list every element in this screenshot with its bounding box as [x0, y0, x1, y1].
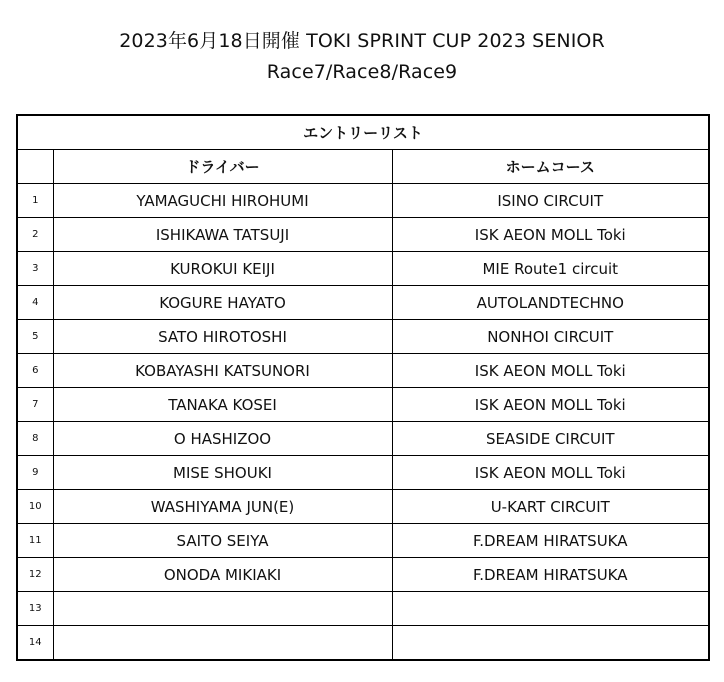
driver-name: O HASHIZOO	[53, 422, 392, 456]
home-course: F.DREAM HIRATSUKA	[392, 558, 709, 592]
driver-name: SATO HIROTOSHI	[53, 320, 392, 354]
table-caption-row	[17, 115, 709, 150]
home-course: SEASIDE CIRCUIT	[392, 422, 709, 456]
home-course: ISINO CIRCUIT	[392, 184, 709, 218]
row-number: 5	[17, 320, 53, 354]
row-number: 10	[17, 490, 53, 524]
home-course: ISK AEON MOLL Toki	[392, 354, 709, 388]
table-row	[17, 490, 709, 524]
driver-name: YAMAGUCHI HIROHUMI	[53, 184, 392, 218]
home-course: ISK AEON MOLL Toki	[392, 218, 709, 252]
table-row	[17, 252, 709, 286]
driver-name: MISE SHOUKI	[53, 456, 392, 490]
table-caption: エントリーリスト	[17, 115, 709, 150]
home-course	[392, 592, 709, 626]
home-course: AUTOLANDTECHNO	[392, 286, 709, 320]
home-course: ISK AEON MOLL Toki	[392, 456, 709, 490]
row-number: 2	[17, 218, 53, 252]
page-subtitle: Race7/Race8/Race9	[266, 61, 458, 83]
row-number: 1	[17, 184, 53, 218]
table-row	[17, 592, 709, 626]
driver-name: ISHIKAWA TATSUJI	[53, 218, 392, 252]
row-number: 12	[17, 558, 53, 592]
home-course: MIE Route1 circuit	[392, 252, 709, 286]
table-row	[17, 422, 709, 456]
driver-name: WASHIYAMA JUN(E)	[53, 490, 392, 524]
home-course: ISK AEON MOLL Toki	[392, 388, 709, 422]
home-course: U-KART CIRCUIT	[392, 490, 709, 524]
home-course: NONHOI CIRCUIT	[392, 320, 709, 354]
table-row	[17, 354, 709, 388]
page-title: 2023年6月18日開催 TOKI SPRINT CUP 2023 SENIOR	[119, 30, 605, 52]
row-number: 3	[17, 252, 53, 286]
driver-name	[53, 592, 392, 626]
home-course	[392, 626, 709, 661]
column-header-number	[17, 150, 53, 184]
table-row	[17, 626, 709, 661]
entry-list-table	[16, 114, 710, 661]
row-number: 6	[17, 354, 53, 388]
row-number: 11	[17, 524, 53, 558]
row-number: 8	[17, 422, 53, 456]
driver-name: KOBAYASHI KATSUNORI	[53, 354, 392, 388]
driver-name: SAITO SEIYA	[53, 524, 392, 558]
table-header-row	[17, 150, 709, 184]
table-row	[17, 558, 709, 592]
table-row	[17, 286, 709, 320]
driver-name: KOGURE HAYATO	[53, 286, 392, 320]
row-number: 14	[17, 626, 53, 661]
table-row	[17, 184, 709, 218]
row-number: 7	[17, 388, 53, 422]
driver-name	[53, 626, 392, 661]
table-row	[17, 320, 709, 354]
table-row	[17, 456, 709, 490]
driver-name: KUROKUI KEIJI	[53, 252, 392, 286]
table-row	[17, 524, 709, 558]
table-row	[17, 218, 709, 252]
home-course: F.DREAM HIRATSUKA	[392, 524, 709, 558]
row-number: 9	[17, 456, 53, 490]
row-number: 4	[17, 286, 53, 320]
driver-name: ONODA MIKIAKI	[53, 558, 392, 592]
table-row	[17, 388, 709, 422]
row-number: 13	[17, 592, 53, 626]
column-header-home-course: ホームコース	[392, 150, 709, 184]
column-header-driver: ドライバー	[53, 150, 392, 184]
driver-name: TANAKA KOSEI	[53, 388, 392, 422]
